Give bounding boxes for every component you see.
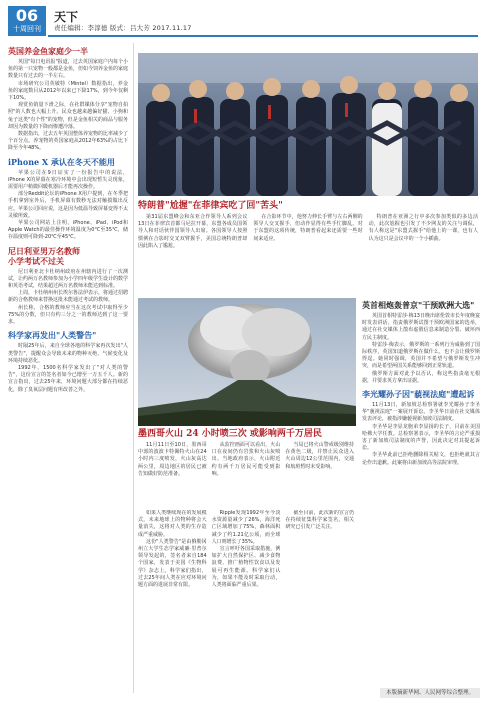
column-name: 十周回刊 (13, 25, 41, 33)
article-paragraph: 苹果公司在9日证实了一份报告中的说法，iPhone X的屏幕在寒冷环境中会出现短暂失灵现象，需要用户稍微回暖机器后才能再次操作。 (8, 169, 128, 191)
article-title-iphone: iPhone X 承认在冬天不能用 (8, 156, 115, 167)
article-paragraph: 时隔25年后，来自全球各地的科学家再次发出"人类警告"，提醒众会导致未来的物种灭绝、气候变化及环境持续恶化。 (8, 343, 128, 364)
right-column (362, 298, 480, 680)
page-number: 06 (15, 6, 39, 25)
section-title: 天下 (54, 10, 79, 24)
volcano-photo (138, 298, 356, 426)
article-paragraph: 苹果公司网站上注明，iPhone、iPad、iPod和Apple Watch的最佳操作环境温度为0℃至35℃，储存温度则可降到-20℃至45℃。 (8, 220, 128, 241)
article-paragraph: 尼日利亚北卡杜纳州政府在州辖内进行了一次测试，让约两万名教师参加为小学四年级学生设计的数学和英语考试，结果超过两万名教师未能达到标准。 (8, 268, 128, 290)
article-paragraph: 宣言呼吁各国采取措施，例如扩大自然保护区、减少食物浪费、推广植物性饮食以及发展可再生能源。科学家们认为，如果不能及时采取行动，人类将面临严重后果。 (211, 546, 281, 589)
article-paragraph: 俄罗斯方面对此予以否认，称这些指责毫无根据，并要求英方拿出证据。 (362, 370, 480, 384)
text-column (138, 510, 207, 690)
summit-photo-illustration (138, 53, 478, 196)
column-divider (133, 43, 134, 693)
article-paragraph: 州长称，合格的教师应当在这次考试中取得至少75%的分数，但只有约三分之一的教师达到了这一要求。 (8, 304, 128, 326)
summit-caption-paragraph: 第31届东盟峰会和东亚合作领导人系列会议13日在菲律宾首都马尼拉开幕，东盟各成员国领导人和对话伙伴国领导人出席。各国领导人按照惯例在合影时交叉双臂握手，美国总统特朗普却因此陷入了尴尬。 (138, 214, 248, 249)
article-title-lee-grandson: 李光耀孙子因"藐视法庭"遭起诉 (362, 389, 475, 400)
article-paragraph: 11月13日，新加坡总检察署就李光耀孙子李圣华"藐视法庭"一案展开诉讼。李圣华日前在社交媒体发表评论，被指涉嫌藐视新加坡司法制度。 (362, 402, 480, 423)
article-paragraph: Ripple发现1992年至今淡水资源量减少了26%，海洋死亡区域增加了75%，森林面积减少了约1.21亿公顷，而全球人口则增长了35%。 (211, 510, 281, 545)
article-paragraph: 如果人类继续现在的发展模式，未来地球上的物种将会大量消失，这将对人类的生存造成严重威胁。 (138, 510, 207, 538)
article-paragraph: 李圣华此前已拒绝删除相关帖文，也拒绝就其言论作出道歉。此案将由新加坡高等法院审理。 (362, 452, 480, 466)
page-number-badge (8, 6, 46, 36)
summit-caption-title: 特朗普"尬握"在菲律宾吃了回"苦头" (138, 201, 283, 211)
article-paragraph: 英国"每日电讯报"报道，过去英国家庭户内每个小鱼的第一只宠物一般都是金鱼，但如今饲养金鱼的家庭数量只有过去的一半左右。 (8, 59, 128, 80)
volcano-paragraph: 当局已将火山警戒级别维持在黄色二级，并禁止民众进入火山周边12公里范围内，交通和航班暂时未受影响。 (285, 442, 355, 470)
article-paragraph: 部分Reddit论坛的iPhone X用户提到，在冬季把手机拿到室外后，手机屏幕有数秒无法对触摸做出反应。苹果公司回应说，这是因为低温导致屏幕变得不太灵敏所致。 (8, 191, 128, 219)
volcano-paragraph: 11月11日至10日，墨西哥中部的波波卡特佩特火山在24小时内三度喷发，火山灰高达两公里，周边地区的居民已被告知做好防范准备。 (138, 442, 207, 477)
article-paragraph: 观赏鱼销量下滑之际，在社群媒体分享"宠物自拍照"的人数也大幅上升。民众也越来越偏好猫、小狗和兔子这类"有个性"的宠物，但是金鱼相关的商品与服务却因为数量的下降而惨遭冷落。 (8, 102, 128, 130)
header-rule (48, 35, 478, 37)
article-paragraph: 市场研究公司英敏特（Mintel）数据指出，养金鱼的家庭数目从2012年以来已下降17%，到今年仅剩下10%。 (8, 80, 128, 102)
summit-caption-paragraph: 特朗普在亚洲之行中多次参加类似的多边活动，此次尬握也引发了不少网友的关注与调侃，有人称这是"东盟式握手"给他上的一课，也有人认为这只是会议中的一个小插曲。 (368, 214, 478, 242)
article-title-nigeria: 尼日利亚男万名教师 小学考试不过关 (8, 245, 80, 266)
article-paragraph: 1992年，1500名科学家发出了"对人类的警告"，这份宣言的签名者如今已增至一万五千人。新的宣言指出，过去25年来，环境问题大部分都在持续恶化，除了臭氧层问题有所改善之外。 (8, 364, 128, 393)
volcano-article (138, 428, 354, 478)
article-paragraph: 英国首相特雷莎·梅13日晚出席伦敦市长年度晚宴时发表讲话，指责俄罗斯试图干预欧洲国家的选举，通过在社交媒体上散布虚假信息来制造分裂、破坏西方民主制度。 (362, 313, 480, 341)
page-header (0, 0, 489, 38)
article-paragraph: 数据指出，过去五年英国整体养宠物的比率减少了个百分点。养宠物的英国家庭从2012年63%的占比下降至今年48%。 (8, 131, 128, 152)
article-title-scientists: 科学家再发出"人类警告" (8, 330, 97, 341)
scientists-warning-continued (138, 510, 354, 690)
article-title-uk-pm: 英首相炮轰普京"干预欧洲大选" (362, 300, 475, 310)
text-column (212, 510, 281, 690)
left-column (8, 43, 128, 698)
summit-caption-paragraph: 在合影环节中，他努力伸长手臂与左右两侧的领导人交叉握手，但动作显得有些手忙脚乱。对于东盟的这项传统，特朗普看起来还需要一些时间来适应。 (253, 214, 363, 242)
article-paragraph: 截至目前，此次新的宣言仍在持续征集科学家签名，相关研究已引发广泛关注。 (285, 510, 354, 531)
volcano-article-title: 墨西哥火山 24 小时喷三次 或影响两千万居民 (138, 429, 322, 439)
summit-caption (138, 200, 478, 250)
summit-photo (138, 53, 478, 196)
article-paragraph: 上周，卡杜纳州州长埃尔鲁法伊表示，将通过招聘新的合格教师来替换这批未能通过考试的教师。 (8, 290, 128, 304)
source-note: 本版摘新华网、人民网等综合整理。 (380, 688, 480, 698)
article-paragraph: 李圣华是李显龙胞弟李显扬的长子，目前在美国哈佛大学任教。总检察署表示，李圣华的言论严重损害了新加坡司法制度的声誉，因此决定对其提起诉讼。 (362, 423, 480, 452)
editor-meta: 责任编辑：李淳德 版式：吕大芳 2017.11.17 (54, 24, 192, 32)
volcano-paragraph: 从监控画面可以看出，火山口在夜间仍有岩浆和火山灰喷出。当地政府表示，火山附近约有两千万居民可能受到影响。 (211, 442, 281, 477)
volcano-photo-illustration (138, 298, 356, 426)
article-paragraph: 特雷莎·梅表示，俄罗斯的一系列行为威胁到了国际秩序，英国知道俄罗斯在做什么，也不会让俄罗斯得逞。她同时强调，英国并不希望与俄罗斯发生冲突，而是希望两国关系能够回到正常轨道。 (362, 341, 480, 370)
article-paragraph: 这份"人类警告"是由俄勒冈州立大学生态学家威廉·里普尔领导发起的，签名者来自184个国家，发表于美国《生物科学》杂志上。科学家们指出，过去25年间人类在应对环境问题方面的进展非常有限。 (138, 538, 207, 589)
text-column (285, 510, 354, 690)
article-title-goldfish: 英国养金鱼家庭少一半 (8, 46, 88, 56)
